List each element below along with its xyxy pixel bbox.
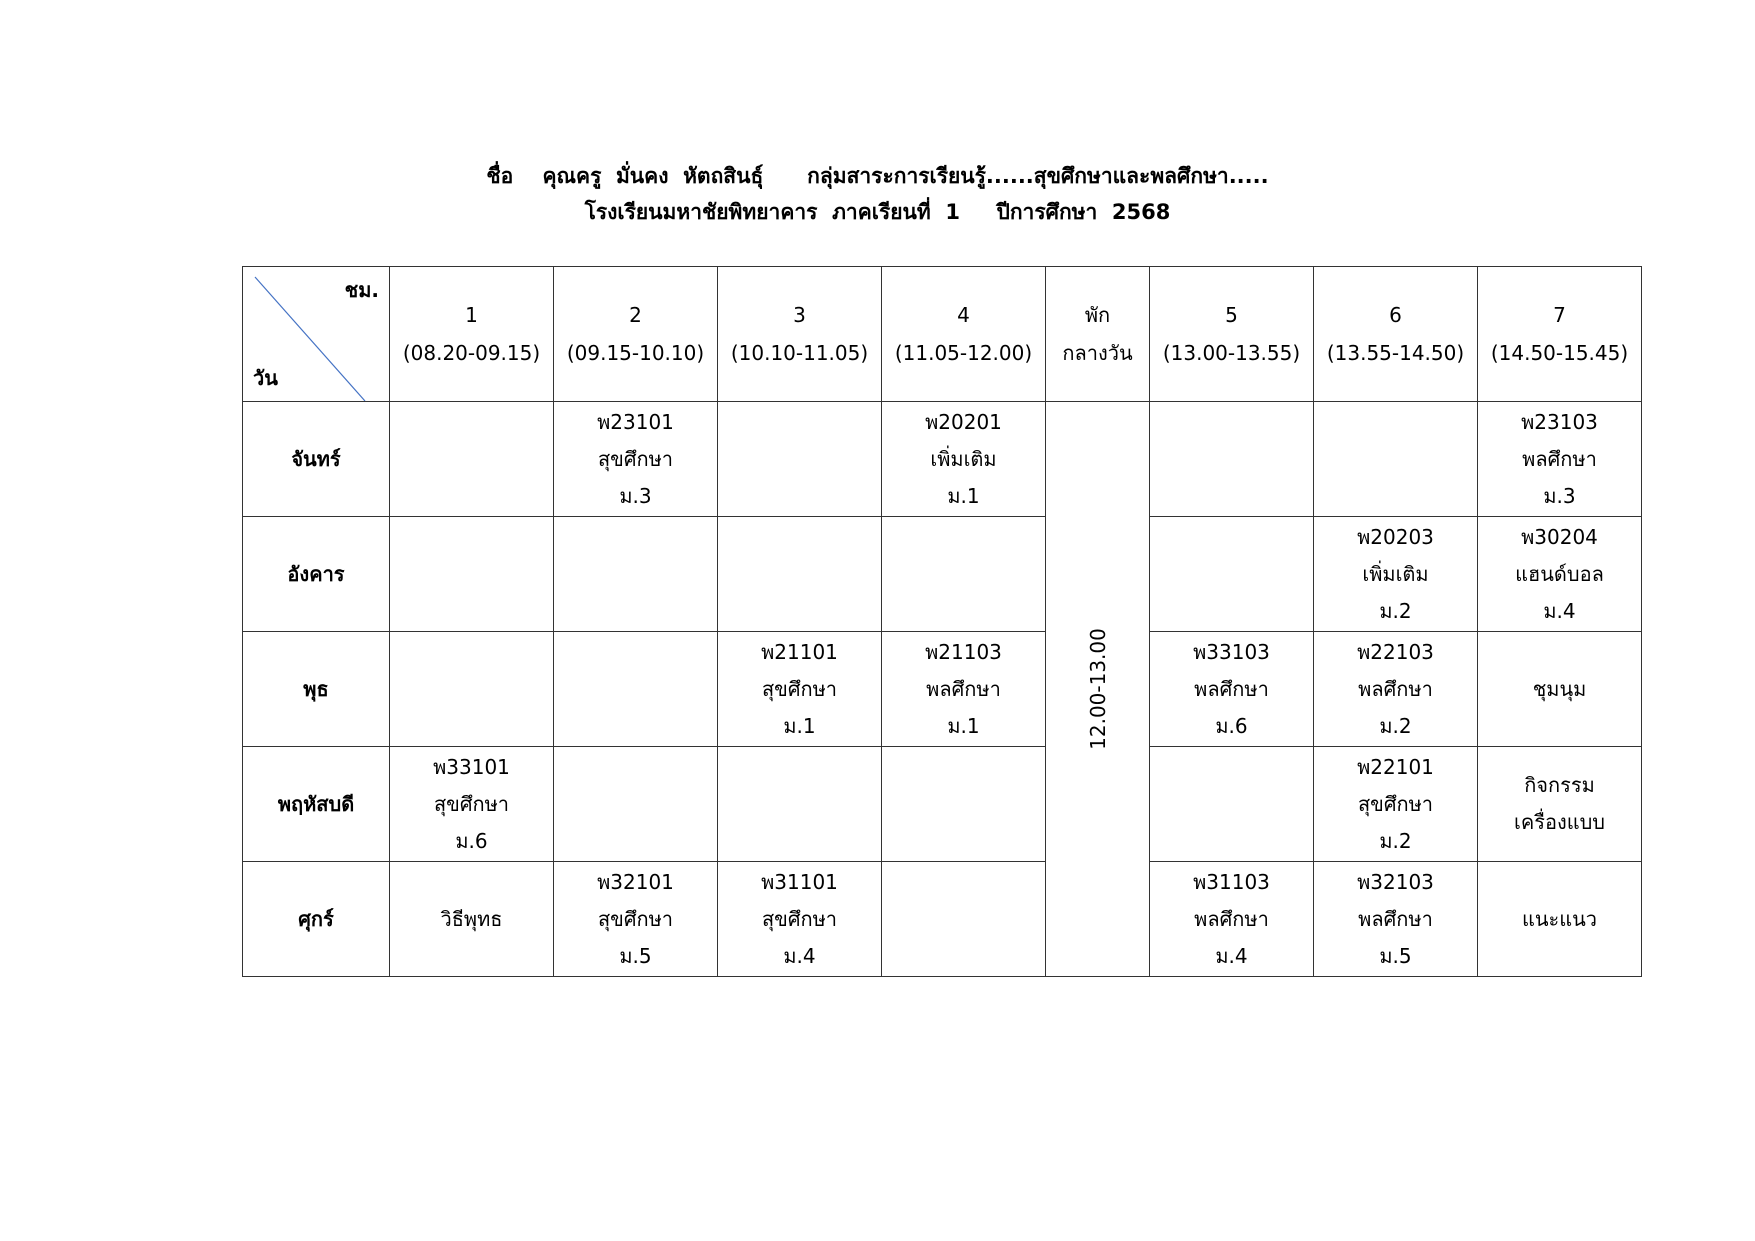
class-cell-line: พ22101 [1357, 754, 1434, 779]
class-cell-line: ม.4 [1543, 598, 1576, 623]
period-time: (13.55-14.50) [1326, 341, 1465, 365]
day-label: อังคาร [243, 517, 390, 632]
class-cell-line: พ21101 [761, 639, 838, 664]
class-cell-line: พ21103 [925, 639, 1002, 664]
class-cell-line: ม.2 [1379, 713, 1412, 738]
class-cell-line: ม.5 [1379, 943, 1412, 968]
class-cell-line: แฮนด์บอล [1515, 561, 1604, 586]
timetable [242, 266, 1642, 977]
period-header [1150, 267, 1314, 402]
class-cell-line: เครื่องแบบ [1513, 810, 1605, 834]
class-cell [1150, 747, 1314, 862]
class-cell [882, 632, 1046, 747]
day-label: พุธ [243, 632, 390, 747]
class-cell [882, 862, 1046, 977]
class-cell-line: ม.1 [947, 713, 980, 738]
lunch-break-cell [1046, 402, 1150, 977]
class-cell-line: พลศึกษา [1522, 446, 1597, 471]
class-cell-line: เพิ่มเติม [930, 446, 997, 471]
period-time: (10.10-11.05) [730, 341, 869, 365]
class-cell-line: สุขศึกษา [761, 906, 838, 931]
period-number: 6 [1389, 303, 1402, 327]
class-cell-line: พ32101 [597, 869, 674, 894]
period-header [1314, 267, 1478, 402]
period-time: (09.15-10.10) [566, 341, 705, 365]
period-number: 5 [1225, 303, 1238, 327]
class-cell [390, 517, 554, 632]
period-header [718, 267, 882, 402]
class-cell-line: ม.2 [1379, 828, 1412, 853]
class-cell [1478, 632, 1642, 747]
class-cell [1150, 632, 1314, 747]
class-cell-line: สุขศึกษา [433, 791, 510, 816]
class-cell-line: พ23101 [597, 409, 674, 434]
class-cell [1314, 862, 1478, 977]
day-label: พฤหัสบดี [243, 747, 390, 862]
class-cell [882, 517, 1046, 632]
header-line-2: โรงเรียนมหาชัยพิทยาคาร ภาคเรียนที่ 1 ปีการศึกษา 2568 [584, 200, 1171, 224]
class-cell [1478, 402, 1642, 517]
class-cell [718, 517, 882, 632]
class-cell-line: พลศึกษา [1358, 676, 1433, 701]
class-cell-line: ม.3 [619, 483, 652, 508]
class-cell-line: พ23103 [1521, 409, 1598, 434]
class-cell-line: พ20201 [925, 409, 1002, 434]
day-row [243, 862, 1642, 977]
class-cell-line: พ20203 [1357, 524, 1434, 549]
class-cell [554, 862, 718, 977]
class-cell-line: ม.3 [1543, 483, 1576, 508]
class-cell [718, 632, 882, 747]
class-cell-line: พ22103 [1357, 639, 1434, 664]
day-label: ศุกร์ [243, 862, 390, 977]
day-row [243, 402, 1642, 517]
class-cell-line: ม.4 [1215, 943, 1248, 968]
period-time: (13.00-13.55) [1162, 341, 1301, 365]
period-header [1478, 267, 1642, 402]
class-cell [1478, 747, 1642, 862]
class-cell-line: สุขศึกษา [597, 446, 674, 471]
class-cell-line: พ33103 [1193, 639, 1270, 664]
class-cell [882, 402, 1046, 517]
class-cell [718, 402, 882, 517]
lunch-time: 12.00-13.00 [1085, 628, 1110, 750]
class-cell-line: พลศึกษา [1194, 676, 1269, 701]
day-row [243, 632, 1642, 747]
class-cell-line: พลศึกษา [1358, 906, 1433, 931]
period-number: 2 [629, 303, 642, 327]
class-cell-line: สุขศึกษา [761, 676, 838, 701]
lunch-header-line1: พัก [1084, 303, 1111, 327]
period-header [390, 267, 554, 402]
period-time: (08.20-09.15) [402, 341, 541, 365]
class-cell [390, 402, 554, 517]
class-cell-line: วิธีพุทธ [440, 906, 503, 931]
period-number: 4 [957, 303, 970, 327]
class-cell-line: ม.5 [619, 943, 652, 968]
class-cell-line: สุขศึกษา [1357, 791, 1434, 816]
class-cell-line: พ31101 [761, 869, 838, 894]
class-cell [554, 517, 718, 632]
class-cell [554, 632, 718, 747]
class-cell [1314, 632, 1478, 747]
class-cell-line: แนะแนว [1521, 906, 1598, 931]
day-row [243, 747, 1642, 862]
class-cell-line: พ32103 [1357, 869, 1434, 894]
class-cell-line: เพิ่มเติม [1362, 561, 1429, 586]
class-cell-line: สุขศึกษา [597, 906, 674, 931]
lunch-header [1046, 267, 1150, 402]
period-number: 1 [465, 303, 478, 327]
period-header [554, 267, 718, 402]
class-cell-line: กิจกรรม [1524, 773, 1595, 797]
period-time: (14.50-15.45) [1490, 341, 1629, 365]
class-cell [1150, 862, 1314, 977]
class-cell-line: พลศึกษา [1194, 906, 1269, 931]
class-cell-line: ม.1 [947, 483, 980, 508]
class-cell [554, 747, 718, 862]
class-cell [1314, 402, 1478, 517]
header-line-1: ชื่อ คุณครู มั่นคง หัตถสินธุ์ กลุ่มสาระการเรียนรู้......สุขศึกษาและพลศึกษา..... [486, 164, 1269, 188]
corner-period-label: ชม. [344, 278, 379, 302]
class-cell-line: ม.6 [455, 828, 488, 853]
period-header [882, 267, 1046, 402]
class-cell-line: พ33101 [433, 754, 510, 779]
class-cell [1478, 517, 1642, 632]
class-cell [390, 747, 554, 862]
period-number: 3 [793, 303, 806, 327]
class-cell [390, 862, 554, 977]
period-time: (11.05-12.00) [894, 341, 1033, 365]
class-cell-line: ม.4 [783, 943, 816, 968]
class-cell [390, 632, 554, 747]
day-label: จันทร์ [243, 402, 390, 517]
class-cell [1478, 862, 1642, 977]
class-cell [1314, 747, 1478, 862]
period-number: 7 [1553, 303, 1566, 327]
class-cell [1150, 402, 1314, 517]
class-cell-line: ชุมนุม [1532, 676, 1587, 701]
class-cell-line: พ31103 [1193, 869, 1270, 894]
class-cell [554, 402, 718, 517]
lunch-header-line2: กลางวัน [1062, 341, 1133, 365]
class-cell-line: ม.2 [1379, 598, 1412, 623]
class-cell-line: พลศึกษา [926, 676, 1001, 701]
class-cell [718, 747, 882, 862]
class-cell-line: พ30204 [1521, 524, 1598, 549]
day-row [243, 517, 1642, 632]
class-cell [882, 747, 1046, 862]
class-cell-line: ม.6 [1215, 713, 1248, 738]
corner-day-label: วัน [253, 366, 278, 390]
class-cell [1314, 517, 1478, 632]
class-cell [718, 862, 882, 977]
corner-cell [243, 267, 390, 402]
class-cell [1150, 517, 1314, 632]
header-row [243, 267, 1642, 402]
class-cell-line: ม.1 [783, 713, 816, 738]
